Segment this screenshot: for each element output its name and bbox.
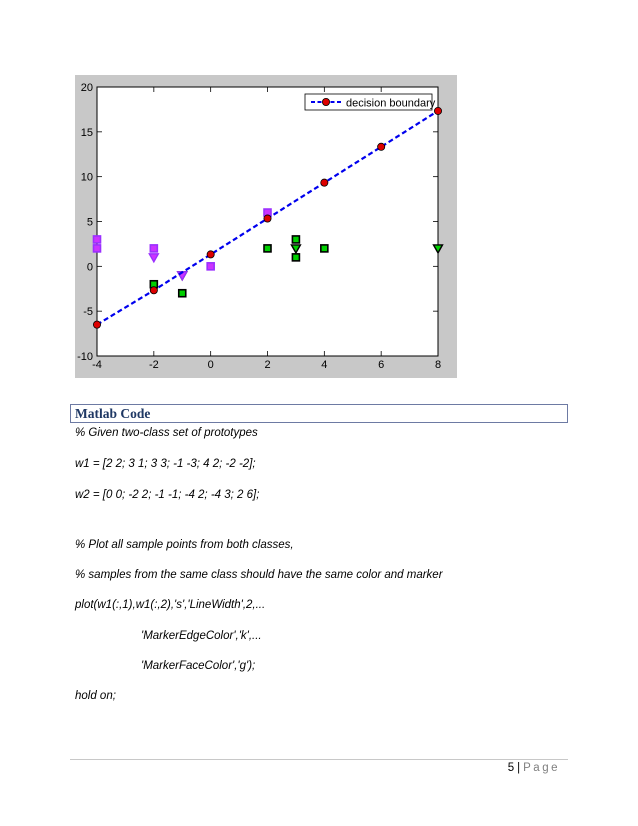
y-tick-label: -10 (77, 351, 93, 363)
page-number: 5 (507, 762, 515, 774)
code-line: w2 = [0 0; -2 2; -1 -1; -4 2; -4 3; 2 6]; (75, 489, 260, 501)
y-tick-label: 15 (80, 126, 93, 139)
x-tick-label: 8 (434, 359, 442, 371)
square-marker (292, 254, 299, 261)
square-marker (321, 245, 328, 252)
footer-separator: | (517, 762, 521, 774)
x-tick-label: 0 (207, 359, 214, 371)
boundary-point-marker (434, 107, 441, 114)
boundary-point-marker (321, 179, 328, 186)
y-tick-label: -5 (83, 306, 93, 319)
boundary-point-marker (378, 143, 385, 150)
square-marker (207, 263, 214, 270)
chart-legend (305, 94, 436, 110)
x-tick-label: 2 (264, 359, 271, 371)
section-title: Matlab Code (75, 406, 151, 421)
x-tick-label: 4 (321, 359, 328, 371)
boundary-point-marker (264, 215, 271, 222)
square-marker (292, 236, 299, 243)
boundary-point-marker (93, 321, 100, 328)
footer-rule (70, 759, 568, 760)
code-line: 'MarkerFaceColor','g'); (141, 660, 256, 672)
scatter-figure (75, 75, 457, 378)
page-label: Page (523, 762, 560, 774)
x-tick-label: -4 (92, 359, 102, 371)
square-marker (179, 290, 186, 297)
code-line: w1 = [2 2; 3 1; 3 3; -1 -3; 4 2; -2 -2]; (75, 458, 256, 470)
x-tick-label: -2 (148, 359, 159, 371)
code-line: % Given two-class set of prototypes (75, 427, 258, 439)
legend-marker-swatch (322, 98, 329, 105)
legend-label: decision boundary (346, 97, 436, 110)
code-line: hold on; (75, 690, 116, 702)
square-marker (150, 245, 157, 252)
section-header (70, 404, 568, 423)
square-marker (94, 236, 101, 243)
code-line: plot(w1(:,1),w1(:,2),'s','LineWidth',2,... (75, 599, 266, 611)
y-tick-label: 20 (80, 82, 93, 94)
x-tick-label: 6 (378, 359, 385, 371)
code-line: % samples from the same class should have the same color and marker (75, 569, 443, 581)
square-marker (94, 245, 101, 252)
square-marker (264, 245, 271, 252)
code-line: 'MarkerEdgeColor','k',... (141, 630, 262, 642)
y-tick-label: 10 (80, 171, 93, 184)
boundary-point-marker (207, 251, 214, 258)
boundary-point-marker (150, 287, 157, 294)
code-line: % Plot all sample points from both classes, (75, 539, 294, 551)
y-tick-label: 0 (86, 261, 93, 274)
y-tick-label: 5 (86, 216, 93, 229)
page-footer (508, 762, 560, 774)
